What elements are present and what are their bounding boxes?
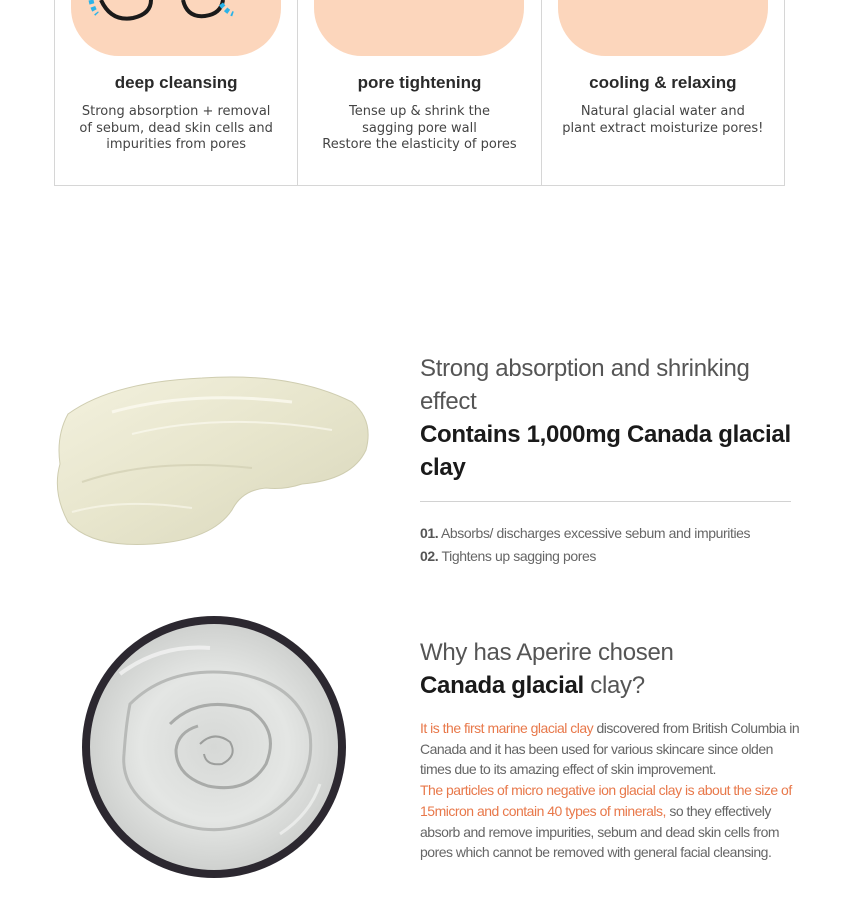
feature-title: cooling & relaxing: [589, 73, 737, 92]
desc-line: plant extract moisturize pores!: [562, 120, 764, 136]
section-subtitle: Why has Aperire chosen: [420, 639, 674, 666]
divider: [420, 501, 791, 502]
desc-line: impurities from pores: [106, 137, 247, 152]
feature-cooling-relaxing: [542, 0, 784, 185]
face-illustration: [314, 0, 524, 56]
benefit-list: [420, 522, 800, 568]
section-subtitle: [420, 352, 792, 418]
desc-line: of sebum, dead skin cells and: [79, 120, 273, 136]
desc-line: Tense up & shrink the: [349, 104, 490, 119]
clay-swatch-image: [52, 372, 374, 550]
list-item: [420, 522, 800, 545]
feature-deep-cleansing: [55, 0, 298, 185]
section-headline: [420, 669, 800, 702]
feature-description: [65, 104, 287, 154]
feature-description: [308, 104, 530, 154]
list-text: Tightens up sagging pores: [441, 548, 596, 564]
section-headline: [420, 418, 792, 484]
highlight-text: The particles of micro negative ion glacial clay is about the size of 15micron and contain 40 types of minerals,: [420, 782, 792, 819]
headline-line: Contains 1,000mg Canada glacial: [420, 421, 791, 448]
feature-cards: [54, 0, 785, 186]
feature-description: [552, 104, 774, 137]
list-number: 01.: [420, 525, 439, 541]
face-illustration: [558, 0, 768, 56]
body-text: discovered from British Columbia in Canada and it has been used for various skincare since olden times due to its amazing effect of skin improvement.: [420, 720, 800, 778]
feature-title: deep cleansing: [114, 73, 238, 92]
section-why-glacial-clay: [420, 636, 800, 702]
section-absorption-text: [420, 352, 792, 484]
desc-line: Strong absorption + removal: [81, 104, 271, 119]
headline-light: clay?: [583, 672, 645, 699]
desc-line: Natural glacial water and: [580, 104, 745, 119]
list-text: Absorbs/ discharges excessive sebum and impurities: [440, 525, 751, 541]
desc-line: Restore the elasticity of pores: [322, 137, 517, 152]
glasses-icon: [71, 0, 281, 56]
feature-pore-tightening: [298, 0, 541, 185]
list-item: [420, 545, 800, 568]
face-illustration: [71, 0, 281, 56]
desc-line: sagging pore wall: [362, 120, 477, 136]
headline-bold: Canada glacial: [420, 672, 584, 699]
clay-jar-image: [80, 614, 348, 880]
section-paragraph: [420, 718, 800, 863]
highlight-text: It is the first marine glacial clay: [420, 720, 594, 736]
headline-line: clay: [420, 454, 466, 481]
body-text: so they effectively absorb and remove impurities, sebum and dead skin cells from pores which cannot be removed with general facial cleansing.: [420, 802, 780, 861]
feature-title: pore tightening: [357, 73, 482, 92]
subtitle-line: Strong absorption and shrinking: [420, 355, 750, 382]
subtitle-line: effect: [420, 388, 477, 415]
list-number: 02.: [420, 548, 439, 564]
